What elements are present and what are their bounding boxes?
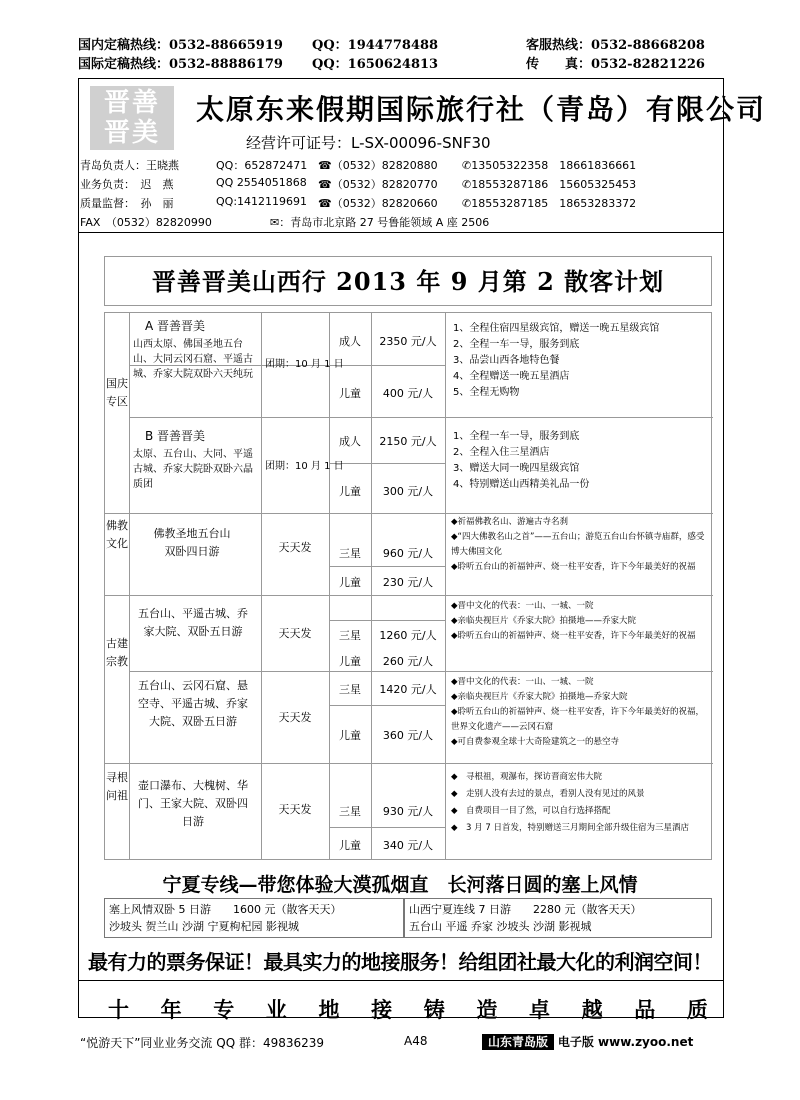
route-d-star-label: 三星 [339,629,361,642]
category-gujian: 古建宗教 [106,637,128,668]
quality-char: 越 [581,997,603,1022]
route-e-child-label: 儿童 [339,729,361,742]
route-c-child-label: 儿童 [339,576,361,589]
route-a-desc: 山西太原、佛国圣地五台山、大同云冈石窟、平遥古城、乔家大院双卧六天纯玩 [133,339,253,380]
row-rule [129,671,713,672]
contact-role: 质量监督： 孙 丽 [80,197,174,210]
brand-logo [90,86,174,150]
feature-item: ◆聆听五台山的祈福钟声、烧一柱平安香，许下今年最美好的祝福 [451,631,696,641]
category-fojiao: 佛教文化 [106,519,128,550]
route-d-child-label: 儿童 [339,655,361,668]
route-a-features [453,321,659,401]
publication-site: 电子版 www.zyoo.net [557,1035,694,1049]
company-name: 太原东来假期国际旅行社（青岛）有限公司 [196,93,767,126]
route-c-name: 佛教圣地五台山双卧四日游 [153,527,231,558]
route-e-name: 五台山、云冈石窟、悬空寺、平遥古城、乔家大院、双卧五日游 [138,679,248,728]
route-b-adult-label: 成人 [339,435,361,448]
route-c-child-price: 230 元/人 [382,576,434,589]
ningxia-left-line2: 沙坡头 贺兰山 沙湖 宁夏枸杞园 影视城 [109,920,299,933]
quality-slogan [108,994,708,1024]
fax-number: FAX （0532）82820990 [80,216,212,229]
ningxia-right-line2: 五台山 平遥 乔家 沙坡头 沙湖 影视城 [409,920,592,933]
feature-item: 1、全程住宿四星级宾馆，赠送一晚五星级宾馆 [453,323,660,334]
row-rule [105,513,713,514]
route-f-features [451,769,709,837]
route-b-date: 团期：10 月 1 日 [265,461,344,472]
feature-item: ◆ 寻根祖，观瀑布，探访晋商宏伟大院 [451,772,603,782]
row-rule [329,620,445,621]
route-a-child-label: 儿童 [339,387,361,400]
row-rule [329,566,445,567]
domestic-qq: QQ：1944778488 [312,38,439,53]
route-f-child-label: 儿童 [339,839,361,852]
route-d-daily: 天天发 [278,627,312,640]
quality-char: 接 [371,997,393,1022]
route-f-star-price: 930 元/人 [382,805,434,818]
route-c-daily: 天天发 [278,541,312,554]
contact-phone: ☎（0532）82820880 [318,159,438,172]
quality-char: 品 [634,997,656,1022]
route-c-features [451,515,709,575]
route-b-features [453,429,589,493]
domestic-hotline: 国内定稿热线：0532-88665919 [78,38,283,53]
route-a-adult-label: 成人 [339,335,361,348]
office-address: ✉：青岛市北京路 27 号鲁能领域 A 座 2506 [270,216,490,229]
quality-char: 卓 [529,997,550,1022]
route-f-daily: 天天发 [278,803,312,816]
footer-qq-group: “悦游天下”同业业务交流 QQ 群：49836239 [80,1036,325,1050]
contact-mobile: ✆18553287185 18653283372 [462,197,637,210]
contact-mobile: ✆13505322358 18661836661 [462,159,637,172]
license-number: 经营许可证号：L-SX-00096-SNF30 [246,134,491,152]
feature-item: ◆亲临央视巨片《乔家大院》拍摄地—乔家大院 [451,692,628,702]
row-rule [329,827,445,828]
intl-hotline: 国际定稿热线：0532-88886179 [78,57,283,72]
feature-item: ◆祈福佛教名山、游遍古寺名刹 [451,517,569,527]
fax-hotline: 传 真：0532-82821226 [526,57,705,72]
route-e-daily: 天天发 [278,711,312,724]
slogan-divider [78,980,724,981]
quality-char: 十 [108,997,129,1022]
header-divider [78,232,724,233]
quality-char: 质 [686,997,708,1022]
route-c-star-label: 三星 [339,547,361,560]
contact-phone: ☎（0532）82820660 [318,197,438,210]
quality-char: 业 [265,997,287,1022]
category-xungen: 寻根问祖 [106,771,128,802]
schedule-table [104,312,712,860]
feature-item: 3、赠送大同一晚四星级宾馆 [453,463,580,474]
col-rule [129,313,130,859]
route-f-child-price: 340 元/人 [382,839,434,852]
service-slogan: 最有力的票务保证！最具实力的地接服务！给组团社最大化的利润空间！ [88,950,712,974]
quality-char: 地 [318,997,340,1022]
service-hotline: 客服热线：0532-88668208 [526,38,705,53]
feature-item: ◆可自费参观全球十大奇险建筑之一的悬空寺 [451,737,620,747]
quality-char: 年 [160,997,182,1022]
row-rule [329,463,445,464]
quality-char: 专 [213,997,235,1022]
route-b-desc: 太原、五台山、大同、平遥古城、乔家大院卧双卧六晶质团 [133,449,253,490]
quality-char: 铸 [423,997,445,1022]
route-d-name: 五台山、平遥古城、乔家大院、双卧五日游 [138,607,248,638]
feature-item: ◆ 3 月 7 日首发，特别赠送三月期间全部升级住宿为三星酒店 [451,823,689,833]
route-d-star-price: 1260 元/人 [379,629,437,642]
route-a-date: 团期：10 月 1 日 [265,359,344,370]
route-e-star-label: 三星 [339,683,361,696]
route-e-star-price: 1420 元/人 [379,683,437,696]
ningxia-left-box [104,898,404,938]
plan-title: 晋善晋美山西行 2013 年 9 月第 2 散客计划 [151,267,665,296]
contact-qq: QQ：652872471 [216,159,308,172]
category-guoqing: 国庆专区 [106,377,128,408]
row-rule [329,705,445,706]
ningxia-right-box [404,898,712,938]
feature-item: ◆晋中文化的代表：一山、一城、一院 [451,677,594,687]
feature-item: ◆“四大佛教名山之首”——五台山；游览五台山台怀镇寺庙群，感受博大佛国文化 [451,532,705,557]
contact-role: 业务负责： 迟 燕 [80,178,174,191]
feature-item: 4、全程赠送一晚五星酒店 [453,371,570,382]
feature-item: ◆亲临央视巨片《乔家大院》拍摄地——乔家大院 [451,616,637,626]
quality-char: 造 [476,997,498,1022]
route-b-name: B 晋善晋美 [145,429,206,443]
feature-item: ◆聆听五台山的祈福钟声、烧一柱平安香，许下今年最美好的祝福，世界文化遗产——云冈石窟 [451,707,705,732]
contact-phone: ☎（0532）82820770 [318,178,438,191]
route-e-features [451,675,709,750]
plan-title-box [104,256,712,306]
footer-page-number: A48 [404,1034,428,1048]
col-rule [445,313,446,859]
route-b-adult-price: 2150 元/人 [379,435,437,448]
route-d-child-price: 260 元/人 [382,655,434,668]
contact-qq: QQ:1412119691 [216,195,308,208]
contact-qq: QQ 2554051868 [216,176,307,189]
feature-item: 3、品尝山西各地特色餐 [453,355,560,366]
contact-mobile: ✆18553287186 15605325453 [462,178,637,191]
feature-item: ◆晋中文化的代表：一山、一城、一院 [451,601,594,611]
feature-item: 1、全程一车一导，服务到底 [453,431,580,442]
route-d-features [451,599,709,644]
intl-qq: QQ：1650624813 [312,57,439,72]
route-c-star-price: 960 元/人 [382,547,434,560]
route-a-name: A 晋善晋美 [145,319,206,333]
footer-publication [482,1033,693,1050]
ningxia-title: 宁夏专线—带您体验大漠孤烟直 长河落日圆的塞上风情 [162,874,638,896]
route-a-child-price: 400 元/人 [382,387,434,400]
logo-line-2: 晋美 [103,118,160,148]
row-rule [129,417,713,418]
contact-role: 青岛负责人：王晓燕 [80,159,179,172]
route-f-star-label: 三星 [339,805,361,818]
feature-item: 2、全程入住三星酒店 [453,447,550,458]
feature-item: ◆ 自费项目一目了然，可以自行选择搭配 [451,806,611,816]
feature-item: ◆ 走别人没有去过的景点，看别人没有见过的风景 [451,789,645,799]
route-e-child-price: 360 元/人 [382,729,434,742]
feature-item: 5、全程无购物 [453,387,520,398]
logo-line-1: 晋善 [103,88,160,118]
ningxia-right-line1: 山西宁夏连线 7 日游 2280 元（散客天天） [409,903,642,916]
row-rule [105,595,713,596]
ningxia-left-line1: 塞上风情双卧 5 日游 1600 元（散客天天） [109,903,342,916]
col-rule [261,313,262,859]
route-f-name: 壶口瀑布、大槐树、华门、王家大院、双卧四日游 [138,779,248,828]
route-a-adult-price: 2350 元/人 [379,335,437,348]
feature-item: 4、特别赠送山西精美礼品一份 [453,479,590,490]
feature-item: 2、全程一车一导，服务到底 [453,339,580,350]
route-b-child-price: 300 元/人 [382,485,434,498]
route-b-child-label: 儿童 [339,485,361,498]
publication-badge: 山东青岛版 [482,1034,554,1050]
feature-item: ◆聆听五台山的祈福钟声、烧一柱平安香，许下今年最美好的祝福 [451,562,696,572]
row-rule [105,763,713,764]
